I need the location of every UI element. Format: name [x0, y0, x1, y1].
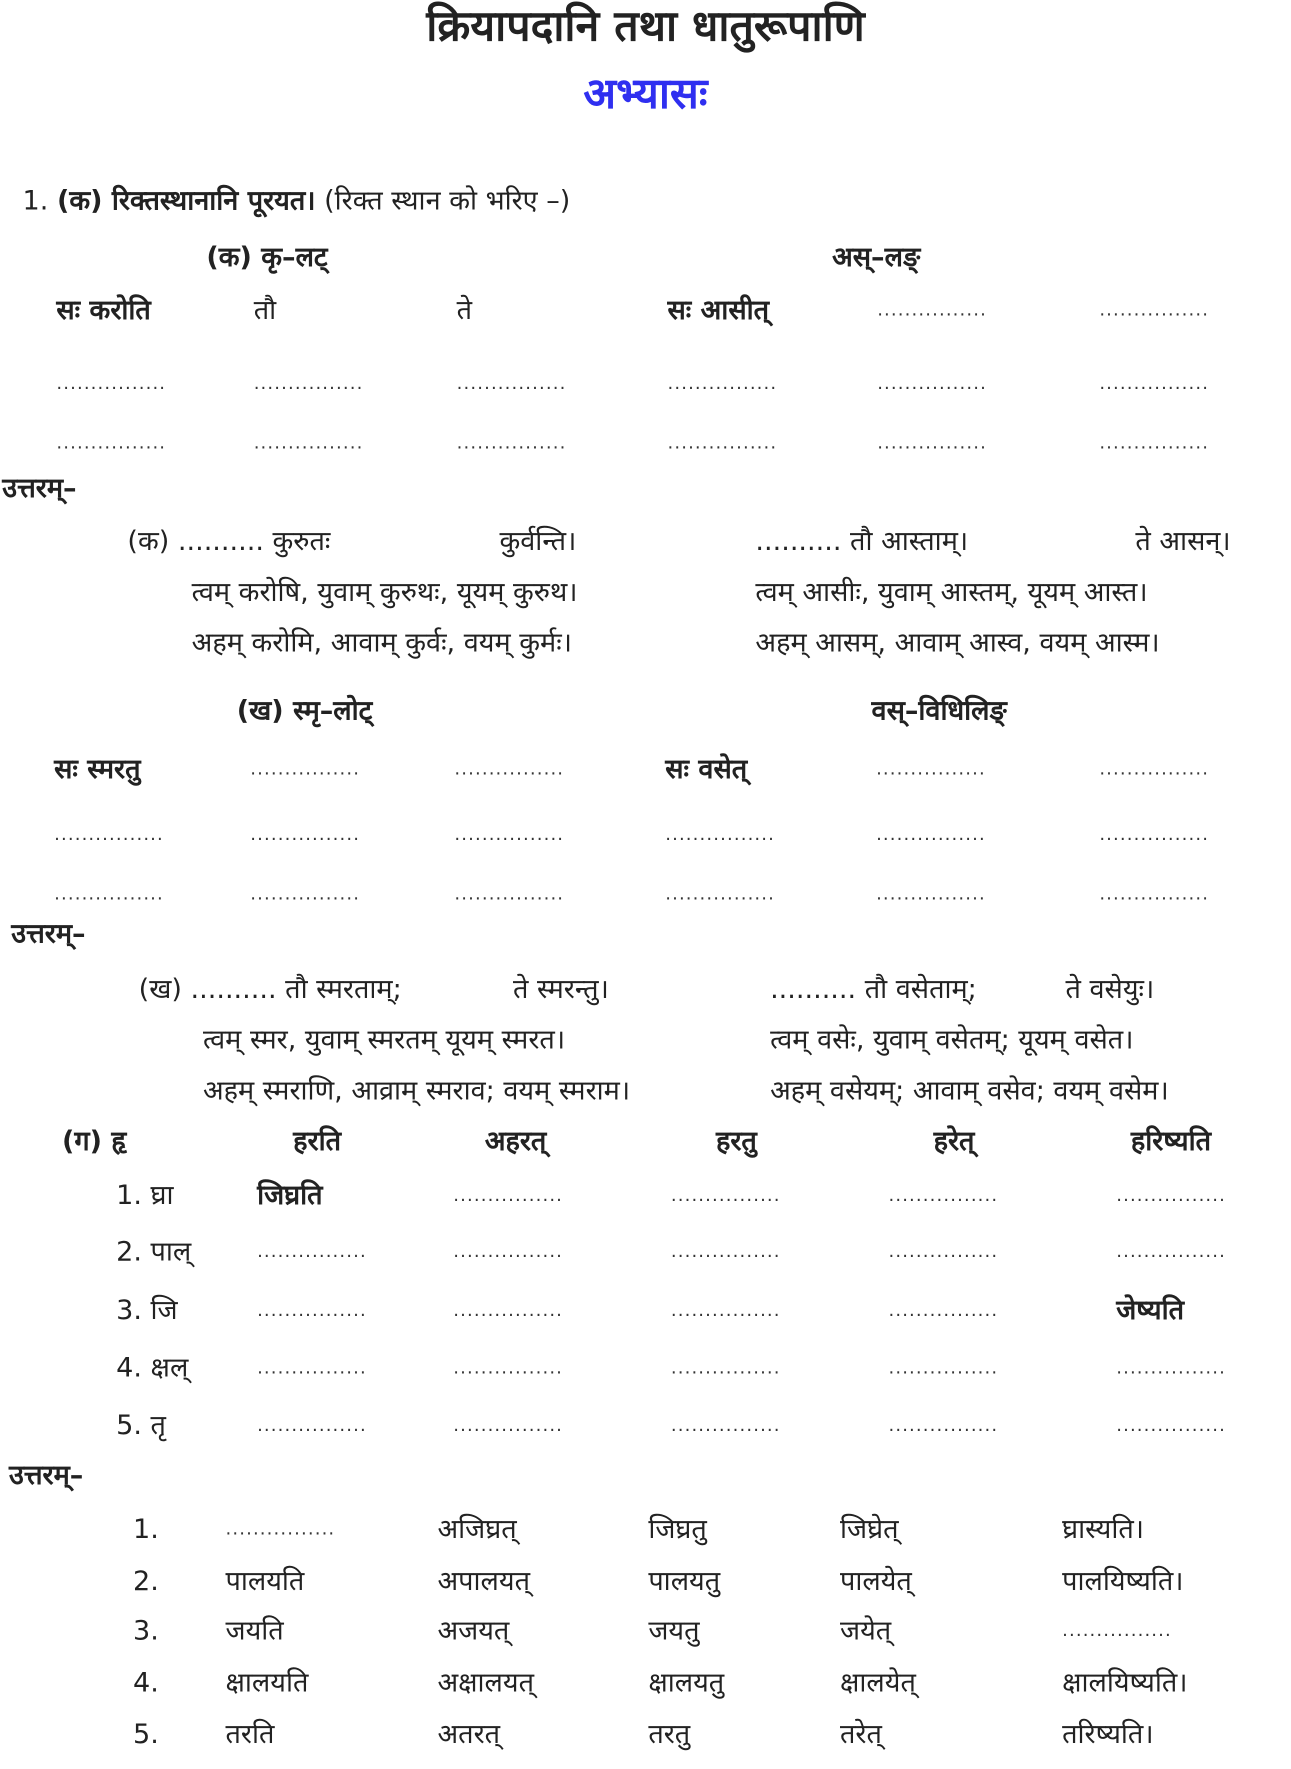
answer-text: .......... तौ वसेताम्; — [770, 973, 977, 1005]
fill-cell: ................ — [876, 757, 986, 780]
answer-text: अहम् वसेयम्; आवाम् वसेव; वयम् वसेम। — [770, 1074, 1169, 1107]
answer-cell: जयतु — [648, 1614, 700, 1647]
table-cell: ................ — [670, 1183, 781, 1206]
table-cell: ................ — [1116, 1413, 1227, 1436]
table-cell: ................ — [453, 1413, 564, 1436]
table-cell: ................ — [1116, 1240, 1227, 1262]
answer-text: त्वम् स्मर, युवाम् स्मरतम् यूयम् स्मरत। — [202, 1023, 566, 1056]
fill-cell: ................ — [665, 882, 776, 905]
table-cell: ................ — [453, 1240, 564, 1262]
answer-text: ते वसेयुः। — [1065, 973, 1155, 1005]
answer-text: (ख) .......... तौ स्मरताम्; — [138, 973, 402, 1005]
table-cell: ................ — [670, 1413, 781, 1436]
fill-cell: ................ — [877, 431, 987, 454]
table-cell: जेष्यति — [1116, 1294, 1185, 1326]
table-cell: ................ — [888, 1240, 999, 1262]
table-cell: ................ — [257, 1356, 367, 1378]
fill-cell: ................ — [454, 757, 565, 780]
answer-cell: तरिष्यति। — [1062, 1718, 1154, 1750]
answer-text: ते आसन्। — [1135, 525, 1231, 557]
fill-cell: ................ — [1099, 372, 1210, 394]
answer-cell: तरति — [225, 1718, 275, 1750]
answer-text: त्वम् वसेः, युवाम् वसेतम्; यूयम् वसेत। — [770, 1023, 1134, 1056]
part-b-heading-right: वस्–विधिलिङ् — [871, 694, 1007, 727]
table-cell: जिघ्रति — [257, 1179, 323, 1211]
answer-cell: जयेत् — [839, 1614, 892, 1647]
table-header: (ग) हृ — [62, 1125, 127, 1157]
answer-cell: पालयिष्यति। — [1062, 1564, 1184, 1597]
table-cell: 1. घ्रा — [116, 1179, 174, 1211]
exercise-subtitle: अभ्यासः — [583, 68, 708, 119]
answer-cell: जयति — [225, 1614, 284, 1647]
answer-cell: क्षालयेत् — [839, 1666, 916, 1699]
answer-cell: क्षालयतु — [648, 1666, 725, 1699]
fill-cell: ................ — [454, 823, 565, 845]
fill-cell: ................ — [456, 372, 567, 394]
fill-cell: ................ — [876, 882, 986, 905]
answer-text: अहम् करोमि, आवाम् कुर्वः, वयम् कुर्मः। — [191, 626, 572, 659]
answer-cell: पालयति — [225, 1564, 305, 1597]
part-b-heading-left: (ख) स्मृ–लोट् — [236, 694, 373, 727]
fill-cell: ................ — [665, 823, 776, 845]
fill-cell: ................ — [456, 431, 567, 454]
fill-cell: ................ — [454, 882, 565, 905]
answer-cell: अजिघ्रत् — [437, 1513, 517, 1545]
table-cell: ................ — [670, 1298, 781, 1321]
fill-cell: ................ — [250, 757, 361, 780]
question-hint: (रिक्त स्थान को भरिए –) — [324, 184, 571, 217]
table-header: हरिष्यति — [1130, 1125, 1212, 1157]
table-cell: 3. जि — [116, 1294, 178, 1326]
table-cell: 5. तृ — [116, 1409, 166, 1441]
fill-cell: ................ — [1099, 757, 1210, 780]
answer-cell: तरेत् — [839, 1718, 882, 1750]
answer-cell: अपालयत् — [437, 1564, 530, 1597]
table-cell: ................ — [888, 1298, 999, 1321]
table-cell: ................ — [453, 1298, 564, 1321]
answer-cell: ................ — [1062, 1619, 1172, 1641]
answer-cell: जिघ्रेत् — [839, 1513, 899, 1545]
question-1 — [23, 184, 571, 218]
fill-cell: ................ — [253, 372, 364, 394]
answer-cell: पालयतु — [648, 1564, 721, 1597]
table-cell: ................ — [257, 1240, 367, 1262]
answer-cell: अजयत् — [437, 1614, 510, 1647]
fill-cell: ................ — [667, 431, 778, 454]
answer-cell: ................ — [225, 1517, 336, 1540]
table-cell: ................ — [453, 1356, 564, 1378]
fill-cell: ................ — [253, 431, 364, 454]
table-cell: ................ — [1116, 1356, 1227, 1378]
answer-cell: तरतु — [648, 1718, 691, 1750]
answer-cell: 2. — [133, 1564, 159, 1597]
table-header: हरेत् — [933, 1125, 975, 1157]
fill-cell: ................ — [1099, 882, 1210, 905]
fill-cell: ................ — [877, 372, 987, 394]
answer-text: अहम् आसम्, आवाम् आस्व, वयम् आस्म। — [755, 626, 1160, 659]
table-header: हरतु — [715, 1125, 757, 1157]
table-cell: 2. पाल् — [116, 1235, 192, 1268]
fill-cell: ................ — [877, 298, 987, 321]
answer-text: अहम् स्मराणि, आव्राम् स्मराव; वयम् स्मराम। — [202, 1074, 631, 1107]
answer-text: ते स्मरन्तु। — [513, 973, 609, 1005]
table-cell: ................ — [888, 1413, 999, 1436]
fill-cell: ................ — [250, 882, 361, 905]
answer-label-c: उत्तरम्– — [9, 1458, 84, 1491]
fill-cell: ................ — [56, 431, 167, 454]
table-cell: ................ — [670, 1356, 781, 1378]
part-a-heading-right: अस्–लङ् — [832, 241, 921, 273]
answer-text: त्वम् आसीः, युवाम् आस्तम्, यूयम् आस्त। — [755, 576, 1148, 608]
table-cell: ................ — [257, 1413, 367, 1436]
fill-cell: तौ — [253, 294, 277, 326]
answer-cell: 4. — [133, 1666, 159, 1699]
fill-cell: ते — [456, 294, 473, 326]
answer-text: त्वम् करोषि, युवाम् कुरुथः, यूयम् कुरुथ। — [191, 576, 578, 608]
table-header: हरति — [293, 1125, 342, 1157]
fill-cell: ................ — [876, 823, 986, 845]
fill-cell: ................ — [56, 372, 167, 394]
answer-cell: 3. — [133, 1614, 159, 1647]
answer-cell: अतरत् — [437, 1718, 501, 1750]
fill-cell: ................ — [250, 823, 361, 845]
fill-cell: ................ — [54, 823, 164, 845]
answer-cell: अक्षालयत् — [437, 1666, 535, 1699]
table-cell: ................ — [257, 1298, 367, 1321]
fill-cell: सः स्मरतु — [54, 753, 141, 785]
answer-text: .......... तौ आस्ताम्। — [755, 525, 969, 557]
part-a-heading-left: (क) कृ–लट् — [206, 241, 328, 273]
answer-cell: घ्रास्यति। — [1062, 1513, 1145, 1545]
fill-cell: ................ — [1099, 298, 1210, 321]
answer-cell: क्षालयति — [225, 1666, 309, 1699]
table-cell: ................ — [1116, 1183, 1227, 1206]
answer-label-b: उत्तरम्– — [11, 917, 86, 950]
answer-cell: 5. — [133, 1718, 159, 1750]
table-header: अहरत् — [484, 1125, 547, 1157]
fill-cell: ................ — [1099, 431, 1210, 454]
page-title: क्रियापदानि तथा धातुरूपाणि — [426, 1, 865, 51]
fill-cell: ................ — [1099, 823, 1210, 845]
table-cell: ................ — [888, 1183, 999, 1206]
fill-cell: ................ — [667, 372, 778, 394]
question-label: (क) रिक्तस्थानानि पूरयत। — [56, 184, 316, 217]
question-number: 1. — [22, 184, 49, 217]
answer-cell: जिघ्रतु — [648, 1513, 707, 1545]
answer-text: कुर्वन्ति। — [499, 525, 577, 557]
fill-cell: सः वसेत् — [665, 753, 748, 785]
answer-cell: 1. — [133, 1513, 159, 1545]
answer-text: (क) .......... कुरुतः — [127, 525, 331, 557]
fill-cell: सः करोति — [56, 294, 151, 326]
table-cell: ................ — [888, 1356, 999, 1378]
fill-cell: ................ — [54, 882, 164, 905]
table-cell: ................ — [453, 1183, 564, 1206]
table-cell: ................ — [670, 1240, 781, 1262]
table-cell: 4. क्षल् — [116, 1351, 189, 1384]
answer-cell: क्षालयिष्यति। — [1062, 1666, 1188, 1699]
answer-label-a: उत्तरम्– — [2, 472, 77, 504]
answer-cell: पालयेत् — [839, 1564, 912, 1597]
fill-cell: सः आसीत् — [667, 294, 770, 326]
